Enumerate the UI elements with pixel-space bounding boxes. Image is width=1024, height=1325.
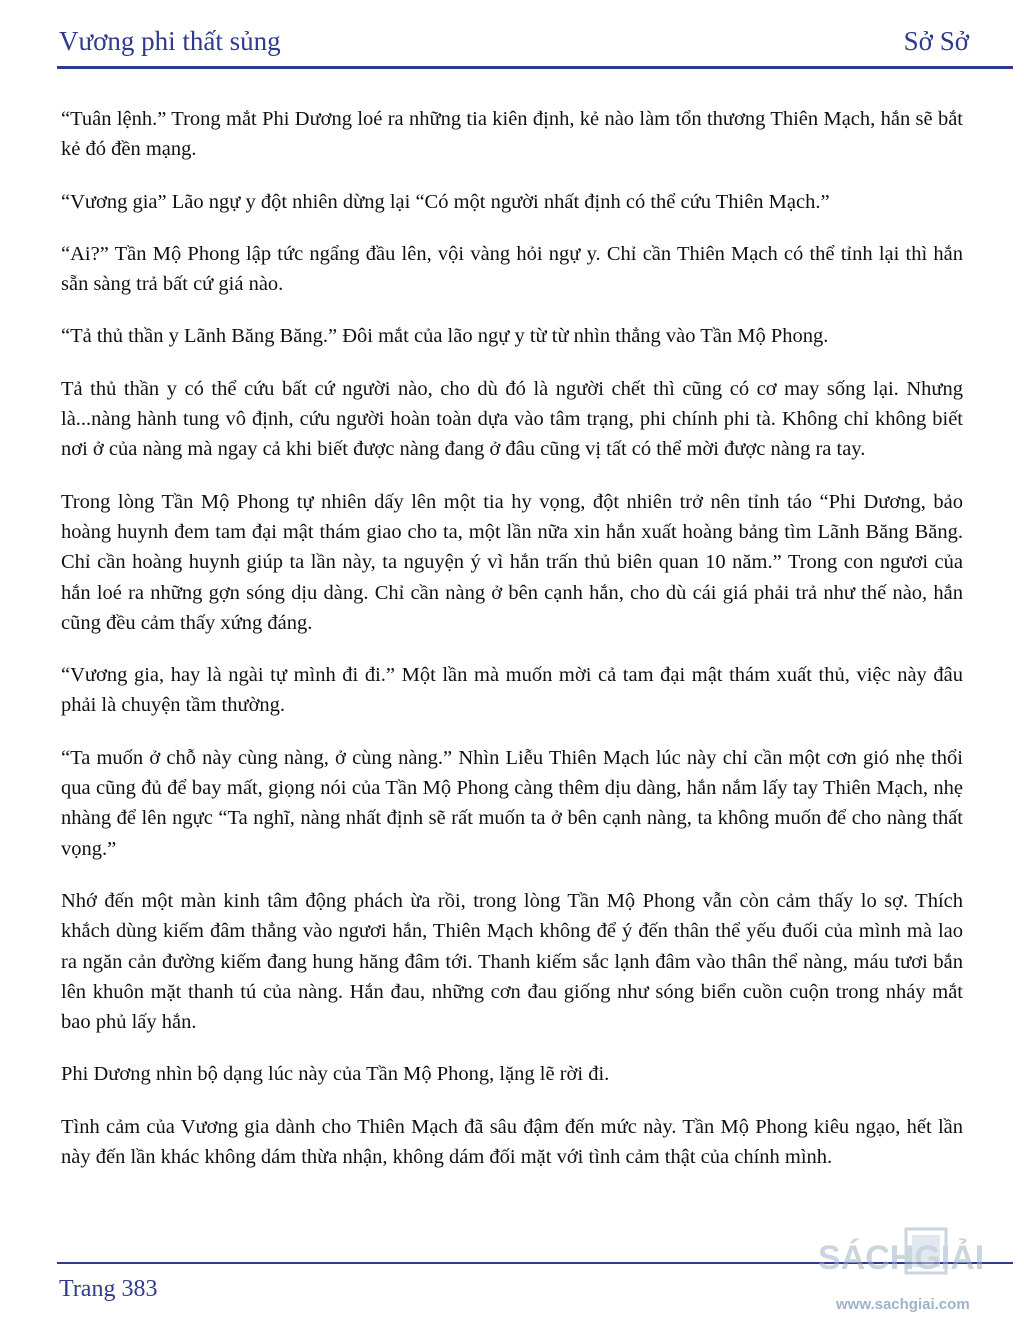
paragraph: Phi Dương nhìn bộ dạng lúc này của Tần Mộ Phong, lặng lẽ rời đi. [61, 1063, 610, 1086]
paragraph: Trong lòng Tần Mộ Phong tự nhiên dấy lên một tia hy vọng, đột nhiên trở nên tỉnh táo “Phi Dương, bảo hoàng huynh đem tam đại mật thám giao cho ta, một lần nữa xin hắn xuất hoàng bảng tìm Lãnh Băng Băng. Chỉ cần hoàng huynh giúp ta lần này, ta nguyện ý vì hắn trấn thủ biên quan 10 năm.” Trong con ngươi của hắn loé ra những gợn sóng dịu dàng. Chỉ cần nàng ở bên cạnh hắn, cho dù cái giá phải trả như thế nào, hắn cũng đều cảm thấy xứng đáng. [61, 490, 963, 634]
paragraph: Tả thủ thần y có thể cứu bất cứ người nào, cho dù đó là người chết thì cũng có cơ may sống lại. Nhưng là...nàng hành tung vô định, cứu người hoàn toàn dựa vào tâm trạng, phi chính phi tà. Không chỉ không biết nơi ở của nàng mà ngay cả khi biết được nàng đang ở đâu cũng vị tất có thể mời được nàng ra tay. [61, 377, 963, 461]
author-name: Sở Sở [903, 26, 969, 56]
header-divider [57, 66, 1013, 69]
watermark-logo [816, 1223, 1024, 1283]
book-title: Vương phi thất sủng [59, 26, 281, 56]
page-number: Trang 383 [59, 1276, 158, 1302]
paragraph: “Tuân lệnh.” Trong mắt Phi Dương loé ra những tia kiên định, kẻ nào làm tổn thương Thiên Mạch, hắn sẽ bắt kẻ đó đền mạng. [61, 108, 963, 161]
paragraph: Nhớ đến một màn kinh tâm động phách ừa rồi, trong lòng Tần Mộ Phong vẫn còn cảm thấy lo sợ. Thích khắch dùng kiếm đâm thẳng vào ngươi hắn, Thiên Mạch không để ý đến thân thể yếu đuối của mình mà lao ra ngăn cản đường kiếm đang hung hăng đâm tới. Thanh kiếm sắc lạnh đâm vào thân thể nàng, máu tươi bắn lên khuôn mặt thanh tú của nàng. Hắn đau, những cơn đau giống như sóng biển cuồn cuộn trong nháy mắt bao phủ lấy hắn. [61, 889, 963, 1034]
paragraph: Tình cảm của Vương gia dành cho Thiên Mạch đã sâu đậm đến mức này. Tần Mộ Phong kiêu ngạo, hết lần này đến lần khác không dám thừa nhận, không dám đối mặt với tình cảm thật của chính mình. [61, 1115, 963, 1169]
watermark-logo-text: SÁCHGIẢI [818, 1239, 985, 1277]
paragraph: “Tả thủ thần y Lãnh Băng Băng.” Đôi mắt của lão ngự y từ từ nhìn thẳng vào Tần Mộ Phong. [61, 325, 829, 348]
paragraph: “Vương gia” Lão ngự y đột nhiên dừng lại “Có một người nhất định có thể cứu Thiên Mạch.” [61, 190, 830, 213]
paragraph: “Vương gia, hay là ngài tự mình đi đi.” Một lần mà muốn mời cả tam đại mật thám xuất thủ, việc này đâu phải là chuyện tầm thường. [61, 664, 963, 717]
page-header [57, 26, 1024, 62]
chapter-body [61, 104, 963, 1194]
paragraph: “Ai?” Tần Mộ Phong lập tức ngẩng đầu lên, vội vàng hỏi ngự y. Chỉ cần Thiên Mạch có thể tỉnh lại thì hắn sẵn sàng trả bất cứ giá nào. [61, 242, 963, 296]
paragraph: “Ta muốn ở chỗ này cùng nàng, ở cùng nàng.” Nhìn Liễu Thiên Mạch lúc này chỉ cần một cơn gió nhẹ thổi qua cũng đủ để bay mất, giọng nói của Tần Mộ Phong càng thêm dịu dàng, hắn nắm lấy tay Thiên Mạch, nhẹ nhàng để lên ngực “Ta nghĩ, nàng nhất định sẽ rất muốn ta ở bên cạnh nàng, ta không muốn để cho nàng thất vọng.” [61, 746, 963, 860]
watermark-url: www.sachgiai.com [836, 1296, 970, 1313]
